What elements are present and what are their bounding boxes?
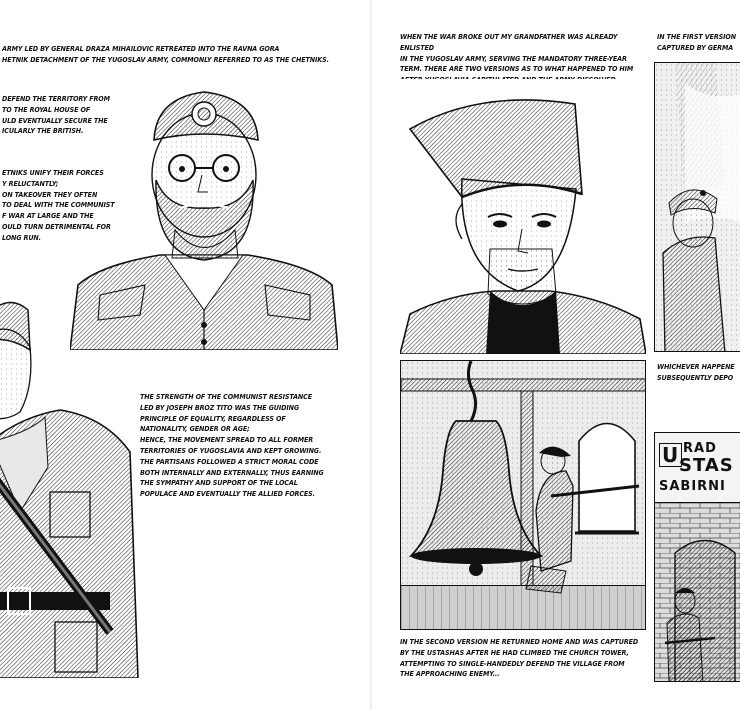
panel-grandfather-portrait [400, 79, 646, 354]
caption-chetnik-unify: ETNIKS UNIFY THEIR FORCES Y RELUCTANTLY; ON TAKEOVER THEY OFTEN TO DEAL WITH THE COMMUNIST F WAR AT LARGE AND THE OULD TURN DETRIMENTAL FOR LONG RUN. [2, 168, 115, 242]
caption-chetnik-goal: DEFEND THE TERRITORY FROM TO THE ROYAL HOUSE OF ULD EVENTUALLY SECURE THE ICULARLY THE BRITISH. [2, 94, 110, 136]
sign-text-stas: STAS [679, 455, 734, 476]
page-gutter [370, 0, 372, 710]
sign-text-rad: RAD [683, 441, 717, 456]
panel-church-bell-tower [400, 360, 646, 630]
sign-text-sabirni: SABIRNI [659, 479, 726, 494]
portrait-partisan-woman [0, 292, 140, 678]
panel-ustasha-camp [654, 432, 740, 682]
caption-whichever-happened: WHICHEVER HAPPENE SUBSEQUENTLY DEPO [657, 362, 735, 382]
caption-second-version: IN THE SECOND VERSION HE RETURNED HOME AND WAS CAPTURED BY THE USTASHAS AFTER HE HAD CLIMBED THE CHURCH TOWER, ATTEMPTING TO SINGLE-HANDEDLY DEFEND THE VILLAGE FROM THE APPROACHING ENEMY... [400, 637, 639, 679]
caption-first-version: IN THE FIRST VERSION CAPTURED BY GERMA [657, 32, 736, 52]
panel-captured-by-germans [654, 62, 740, 352]
caption-chetniks-intro: ARMY LED BY GENERAL DRAZA MIHAILOVIC RETREATED INTO THE RAVNA GORA HETNIK DETACHMENT OF THE YUGOSLAV ARMY, COMMONLY REFERRED TO AS THE CHETNIKS. [2, 44, 329, 64]
caption-grandfather-enlisted: WHEN THE WAR BROKE OUT MY GRANDFATHER WAS ALREADY ENLISTED IN THE YUGOSLAV ARMY, SERVING THE MANDATORY THREE-YEAR TERM. THERE ARE TWO VERSIONS AS TO WHAT HAPPENED TO HIM [400, 32, 634, 74]
sign-emblem-u: U [659, 443, 682, 467]
caption-partisan-resistance: THE STRENGTH OF THE COMMUNIST RESISTANCE LED BY JOSEPH BROZ TITO WAS THE GUIDING PRINCIPLE OF EQUALITY, REGARDLESS OF NATIONALITY, GENDER OR AGE; HENCE, THE MOVEMENT SPREAD TO ALL FORMER TERRITORIES OF YUGOSLAVIA AND KEPT GROWING. THE PARTISANS FOLLOWED A STRICT MORAL CODE BOTH INTERNALLY AND EXTERNALLY, THUS EARNING THE SYMPATHY AND SUPPORT OF THE LOCAL POPULACE AND EVENTUALLY THE ALLIED FORCES. [140, 392, 324, 499]
